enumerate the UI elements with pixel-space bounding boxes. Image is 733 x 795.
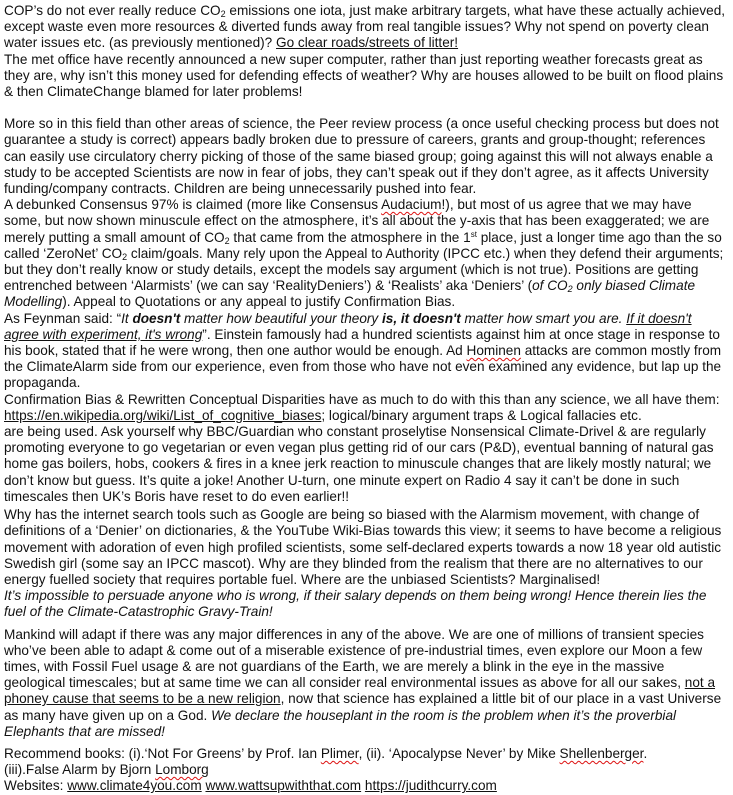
climate4you-link[interactable]: www.climate4you.com [67,778,202,794]
text: Recommend books: (i).‘Not For Greens’ by Prof. Ian [4,745,321,761]
subscript: 2 [122,251,128,262]
paragraph-websites [4,778,728,794]
text: As Feynman said: “ [4,310,122,326]
paragraph-confirmation-bias [4,392,728,424]
text: place, just a longer time ago than the so called ‘ZeroNet’ CO [4,229,722,261]
text: COP’s do not ever really reduce CO [4,3,221,18]
text: emissions one iota, just make arbitrary targets, what have these actually achieved, except waste even more resources & diverted funds away from real tangible issues? Why not spend on poverty clean water issues etc. (as previously mentioned)? [4,3,726,51]
paragraph-feynman-quote [4,311,728,392]
paragraph-mankind-adapt [4,627,728,740]
text: Mankind will adapt if there was any major differences in any of the above. We are one of millions of transient species who’ve been able to adapt & come out of a miserable existence of pre-industrial times, even explore our Moon a few times, with Fossil Fuel usage & are not guardians of the Earth, we are merely a blink in the eye in the massive geological timescales; but at same time we can all consider real environmental issues as above for all our sakes, [4,626,704,691]
text: ). Appeal to Quotations or any appeal to justify Confirmation Bias. [62,294,456,310]
text: that came from the atmosphere in the 1 [229,229,471,245]
paragraph-cop-emissions [4,3,728,52]
text: attacks are common mostly from the ClimateAlarm side from our experience, even from those who have not even examined any evidence, but lap up the propaganda. [4,343,722,391]
paragraph-gravy-train: It’s impossible to persuade anyone who is wrong, if their salary depends on them being wrong! Hence therein lies the fuel of the Climate-Catastrophic Gravy-Train! [4,588,707,620]
text: A debunked Consensus 97% is claimed (more like Consensus [4,197,382,213]
superscript: st [470,229,477,239]
spellcheck-word: Shellenberger [559,745,644,761]
paragraph-consensus [4,197,728,310]
underlined-text: not a phoney cause that seems to be a new religion [4,675,716,707]
spellcheck-word: Audacium [381,197,442,213]
judithcurry-link[interactable]: https://judithcurry.com [364,778,497,794]
text: . [643,745,648,761]
wikipedia-link[interactable]: https://en.wikipedia.org/wiki/List_of_cognitive_biases [4,407,322,423]
text: , now that science has explained a little bit of our place in a vast Universe as many have given up on a God. [4,691,722,723]
paragraph-peer-review: More so in this field than other areas of science, the Peer review process (a once useful checking process but does not guarantee a study is correct) appears badly broken due to pressure of careers, grants and group-thought; references can easily use circulatory cherry picking of those of the same biased group; going against this will not always enable a study to be accepted Scientists are now in fear of jobs, they can’t speak out if they don’t agree, as it affects University funding/company contracts. Children are being unnecessarily pushed into fear. [4,116,719,197]
italic-text: We declare the houseplant in the room is the problem when it’s the proverbial Elephants that are missed! [4,707,677,739]
text: (iii).False Alarm by Bjorn [4,762,156,778]
italic-text: of $CO_2$ only biased Climate Modelling [4,278,696,310]
text: Confirmation Bias & Rewritten Conceptual Disparities have as much to do with this than any science, we all have them: [4,391,720,407]
paragraph-bbc-guardian: are being used. Ask yourself why BBC/Guardian who constant proselytise Nonsensical Climate-Drivel & are regularly promoting everyone to go vegetarian or even vegan plus getting rid of our cars (P&D), eventual banning of natural gas home gas boilers, hobs, cookers & fires in a knee jerk reaction to minuscule changes that are likely mostly natural; we don’t know but guess. It’s quite a joke! Another U-turn, one minute expert on Radio 4 say it can’t be done in such timescales then UK’s Boris have reset to do even earlier!! [4,424,714,504]
websites-label: Websites: [4,778,68,794]
quote-text: It doesn't matter how beautiful your theory is, it doesn't matter how smart you are. If it doesn't agree with experiment, it's wrong [4,310,692,342]
spacer [4,100,728,116]
underlined-text: Go clear roads/streets of litter! [276,35,459,51]
text: ”. Einstein famously had a hundred scientists against him at once stage in response to his book, stated that if he were wrong, then one author would be enough. Ad [4,326,720,359]
paragraph-met-office: The met office have recently announced a new super computer, rather than just reporting weather forecasts great as they are, why isn’t this money used for defending effects of weather? Why are houses allowed to be built on flood plains & then ClimateChange blamed for later problems! [4,51,724,100]
document-body [4,3,728,795]
paragraph-false-alarm [4,762,728,778]
paragraph-google-bias: Why has the internet search tools such as Google are being so biased with the Alarmism movement, with change of definitions of a ‘Denier’ on dictionaries, & the YouTube Wiki-Bias towards this view; it seems to have become a religious movement with adoration of even high profiled scientists, some self-declared experts towards a now 18 year old autistic Swedish girl (some say an IPCC mascot). Why are they blinded from the realism that there are no alternatives to our energy fuelled society that requires portable fuel. Where are the unbiased Scientists? Marginalised! [4,507,722,587]
text: !), but most of us agree that we may have some, but now shown minuscule effect on the atmosphere, it’s all about the y-axis that has been exaggerated; we are merely putting a small amount of CO [4,197,710,245]
spellcheck-word: Lomborg [155,762,209,778]
wattsupwiththat-link[interactable]: www.wattsupwiththat.com [205,778,362,794]
spellcheck-word: Plimer [320,745,359,761]
subscript: 2 [220,9,226,19]
text: claim/goals. Many rely upon the Appeal to Authority (IPCC etc.) when they defend their arguments; but they don’t really know or study details, except the models say argument (which is not true). Positions are getting entrenched between ‘Alarmists’ (we can say ‘RealityDeniers’) & ‘Realists’ aka ‘Deniers’ ( [4,245,724,294]
spellcheck-word: Hominen [466,343,521,359]
text: , (ii). ‘Apocalypse Never’ by Mike [358,745,560,761]
text: ; logical/binary argument traps & Logical fallacies etc. [321,407,642,423]
paragraph-recommend-books [4,746,728,762]
subscript: 2 [224,235,230,246]
